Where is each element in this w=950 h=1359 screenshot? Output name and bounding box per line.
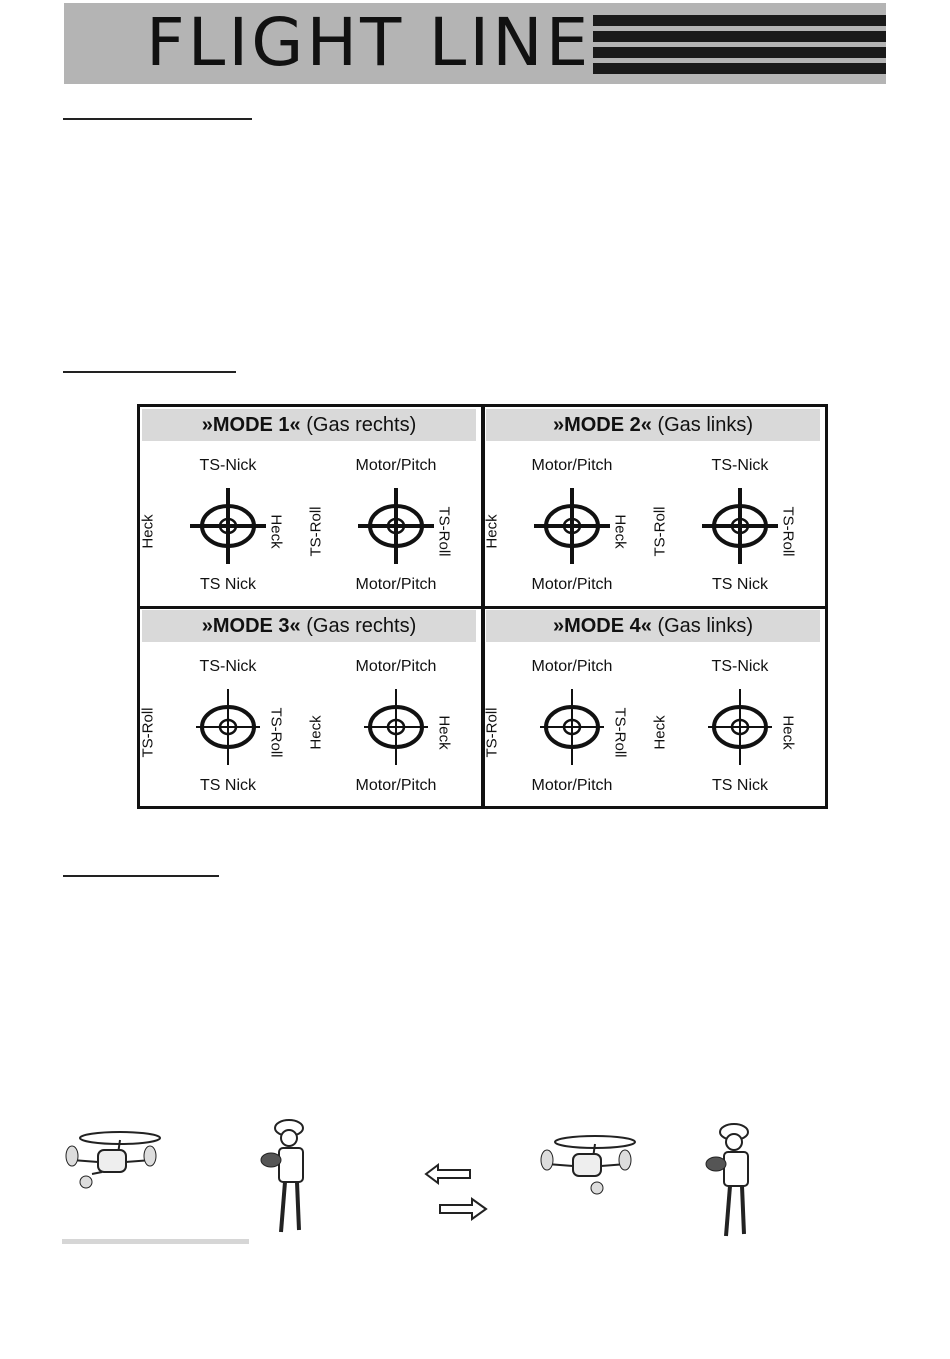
mode-2-cell [484,407,822,604]
helicopter-right-illustration [537,1124,637,1204]
stick-bottom-label: TS Nick [200,777,256,794]
stick-side-left-label: Heck [651,714,669,750]
header-banner [64,3,886,84]
stick-side-left-label: TS-Roll [651,505,669,557]
stick-crosshair-icon [532,486,612,566]
stick-crosshair-icon [356,687,436,767]
stick-side-right-label: Heck [779,714,797,750]
stick-bottom-label: TS Nick [200,576,256,593]
mode-header [486,610,820,642]
stick-side-right-label: TS-Roll [611,706,629,758]
mode-name: »MODE 3« [201,615,301,637]
stick-left [483,644,652,804]
arrow-right-icon [438,1197,488,1221]
stick-top-label: TS-Nick [199,658,257,675]
stick-crosshair-icon [700,687,780,767]
mode-name: »MODE 1« [201,414,301,436]
mode-4-cell [484,608,822,805]
stick-side-left-label: Heck [483,513,501,549]
stick-top-label: TS-Nick [199,457,257,474]
stick-top-label: TS-Nick [711,457,769,474]
mode-header [142,610,476,642]
stick-side-left-label: TS-Roll [139,706,157,758]
stick-side-left-label: TS-Roll [483,706,501,758]
stick-left [139,443,308,603]
mode-gas: (Gas rechts) [306,615,417,637]
mode-3-cell [140,608,478,805]
banner-stripes [593,15,886,79]
mode-gas: (Gas links) [657,615,754,637]
stick-bottom-label: TS Nick [712,576,768,593]
stick-side-right-label: TS-Roll [779,505,797,557]
stick-right [307,443,476,603]
ground-line [62,1239,249,1244]
mode-1-cell [140,407,478,604]
stick-left [483,443,652,603]
stick-side-right-label: Heck [267,513,285,549]
pilot-left-illustration [255,1118,315,1238]
section-3-heading-underline [63,875,219,877]
pilot-right-illustration [700,1122,760,1242]
mode-header [486,409,820,441]
stick-side-right-label: Heck [611,513,629,549]
mode-gas: (Gas rechts) [306,414,417,436]
brand-title: FLIGHT LINE [146,4,592,81]
transmitter-modes-table [137,404,828,809]
mode-header [142,409,476,441]
stick-bottom-label: Motor/Pitch [355,777,437,794]
arrow-left-icon [424,1163,474,1185]
stick-side-left-label: Heck [307,714,325,750]
stick-side-right-label: TS-Roll [435,505,453,557]
section-1-heading-underline [63,118,252,120]
stick-top-label: Motor/Pitch [531,658,613,675]
stick-top-label: Motor/Pitch [531,457,613,474]
stick-crosshair-icon [700,486,780,566]
stick-right [651,644,820,804]
stick-side-right-label: TS-Roll [267,706,285,758]
stick-bottom-label: TS Nick [712,777,768,794]
stick-bottom-label: Motor/Pitch [531,576,613,593]
stick-side-right-label: Heck [435,714,453,750]
section-2-heading-underline [63,371,236,373]
mode-name: »MODE 4« [552,615,652,637]
stick-crosshair-icon [188,486,268,566]
stick-top-label: Motor/Pitch [355,658,437,675]
stick-right [651,443,820,603]
stick-top-label: Motor/Pitch [355,457,437,474]
stick-crosshair-icon [188,687,268,767]
stick-crosshair-icon [532,687,612,767]
mode-gas: (Gas links) [657,414,754,436]
stick-crosshair-icon [356,486,436,566]
mode-name: »MODE 2« [552,414,652,436]
stick-bottom-label: Motor/Pitch [531,777,613,794]
stick-side-left-label: TS-Roll [307,505,325,557]
stick-right [307,644,476,804]
stick-bottom-label: Motor/Pitch [355,576,437,593]
stick-side-left-label: Heck [139,513,157,549]
stick-top-label: TS-Nick [711,658,769,675]
helicopter-left-illustration [62,1120,162,1200]
stick-left [139,644,308,804]
